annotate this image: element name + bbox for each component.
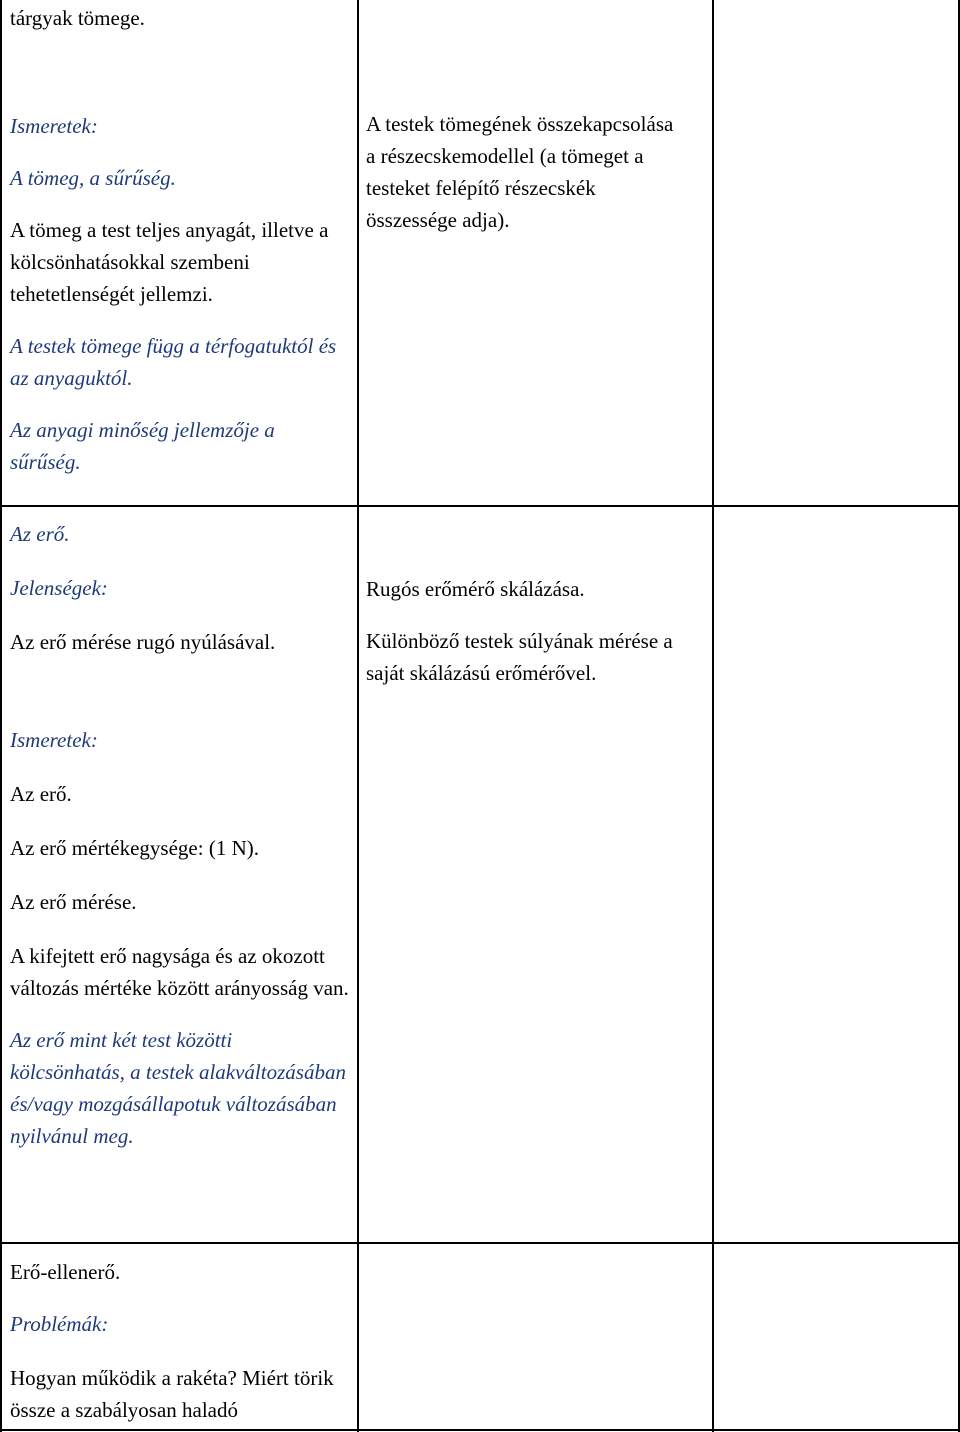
table-border-col2	[712, 0, 714, 1432]
section-heading: Problémák:	[10, 1312, 109, 1336]
paragraph: Az erő.	[10, 782, 72, 806]
section-heading: Ismeretek:	[10, 114, 98, 138]
paragraph: Az erő mértékegysége: (1 N).	[10, 836, 259, 860]
paragraph: Az erő mérése.	[10, 890, 137, 914]
paragraph: Rugós erőmérő skálázása.	[366, 577, 585, 601]
table-border-col1	[357, 0, 359, 1432]
row1-col2-cell	[366, 108, 686, 236]
paragraph: A tömeg a test teljes anyagát, illetve a kölcsönhatásokkal szembeni tehetetlenségét jellemzi.	[10, 218, 329, 306]
paragraph: tárgyak tömege.	[10, 6, 145, 30]
paragraph: A kifejtett erő nagysága és az okozott változás mértéke között arányosság van.	[10, 944, 349, 1000]
row2-col1-cell	[10, 518, 350, 1152]
row1-col1-cell	[10, 2, 350, 478]
table-border-bottom	[0, 1429, 960, 1431]
paragraph: Hogyan működik a rakéta? Miért törik össze a szabályosan haladó	[10, 1366, 334, 1422]
section-heading: Ismeretek:	[10, 728, 98, 752]
table-border-left	[0, 0, 2, 1432]
paragraph: Erő-ellenerő.	[10, 1260, 121, 1284]
table-row-divider-1	[0, 505, 960, 507]
paragraph: A testek tömegének összekapcsolása a részecskemodellel (a tömeget a testeket felépítő részecskék összessége adja).	[366, 112, 674, 232]
section-heading: Az erő.	[10, 522, 70, 546]
paragraph: Az erő mérése rugó nyúlásával.	[10, 630, 276, 654]
table-row-divider-2	[0, 1242, 960, 1244]
paragraph: A testek tömege függ a térfogatuktól és az anyaguktól.	[10, 334, 337, 390]
paragraph: Az anyagi minőség jellemzője a sűrűség.	[10, 418, 275, 474]
section-heading: Jelenségek:	[10, 576, 108, 600]
row2-col2-cell	[366, 573, 686, 689]
paragraph: Különböző testek súlyának mérése a saját skálázású erőmérővel.	[366, 629, 673, 685]
paragraph: Az erő mint két test közötti kölcsönhatás, a testek alakváltozásában és/vagy mozgásállapotuk változásában nyilvánul meg.	[10, 1028, 346, 1148]
paragraph: A tömeg, a sűrűség.	[10, 166, 176, 190]
row3-col1-cell	[10, 1256, 350, 1426]
